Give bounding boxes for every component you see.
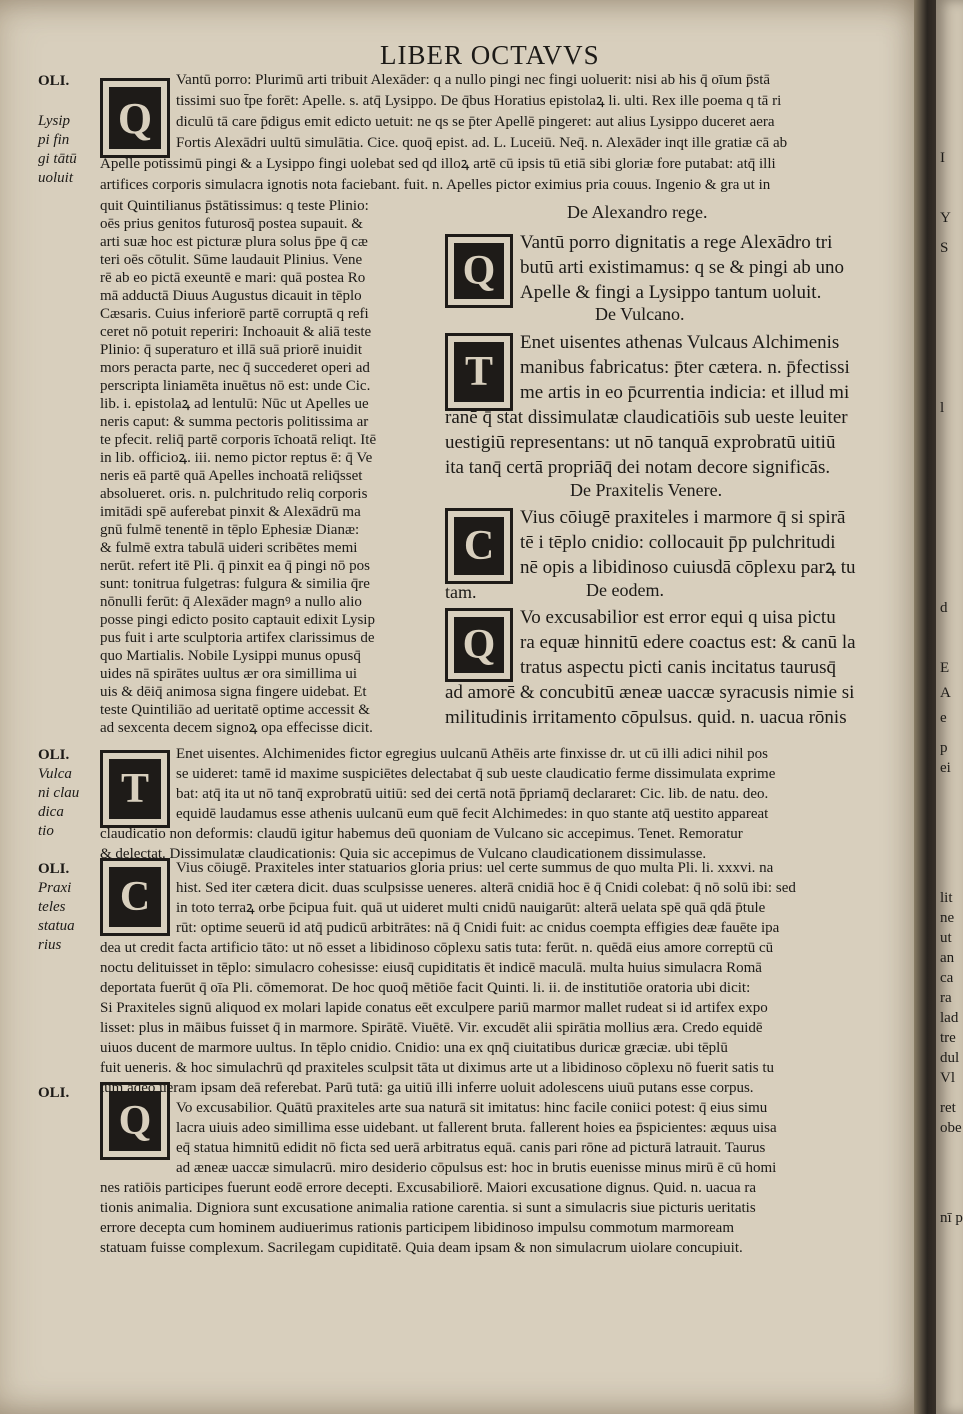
margin-note-tag: OLI. — [38, 747, 70, 763]
text-line: noctu delituisset in tēplo: simulacro cohesisse: eiusq̄ cupiditatis ēt indicē maculā. multa huius simulacra Romā — [100, 960, 762, 976]
text-line: oēs prius genitos futurosq̄ postea supauit. & — [100, 216, 363, 232]
facing-fragment: obe — [940, 1120, 962, 1136]
facing-fragment: S — [940, 240, 949, 256]
text-line: Enet uisentes. Alchimenides fictor egregius uulcanū Athēis arte finxisse dr. ut cū illi adici nihil pos — [176, 746, 768, 762]
text-line: perscripta liniamēta inuētus nō est: unde Cic. — [100, 378, 371, 394]
margin-note-line: teles — [38, 899, 66, 915]
text-line: tratus aspectu picti canis incitatus taurusq̄ — [520, 657, 837, 678]
text-line: rē ab eo pictā exeuntē e mari: quā postea Ro — [100, 270, 366, 286]
text-line: artifices corporis simulacra ignotis nota faciebant. fuit. n. Apelles pictor eximius pria couus. Ingenio & gra ut in — [100, 177, 771, 193]
running-header: LIBER OCTAVVS — [380, 40, 600, 70]
text-line: absolueret. oris. n. pulchritudo reliq corporis — [100, 486, 368, 502]
margin-note-line: uoluit — [38, 170, 74, 186]
facing-fragment: p — [940, 740, 948, 756]
text-line: te pfecit. reliq̄ partē corporis īchoatā reliqt. Itē — [100, 432, 377, 448]
text-line: lib. i. epistolaꝝ ad lentulū: Nūc ut Apelles ue — [100, 396, 369, 412]
text-line: Vantū porro dignitatis a rege Alexādro tri — [520, 232, 833, 253]
text-line: ad sexcenta decem signoꝝ opa effecisse dicit. — [100, 720, 373, 736]
decorated-initial-t-1 — [445, 333, 513, 411]
text-line: teste Quintiliāo ad ueritatē optime accessit & — [100, 702, 370, 718]
text-line: bat: atq̄ ita ut nō tanq̄ exprobratū uitiū: sed dei certā notā p̄priamq̄ declararet: Cic. lib. de natu. deo. — [176, 786, 769, 802]
facing-fragment: ut — [940, 930, 952, 946]
text-line: nes ratiōis participes fuerunt eodē errore decepti. Excusabiliorē. Maiori excusatione dignus. Quid. n. uacua ra — [100, 1180, 757, 1196]
text-line: nōnulli ferūt: q̄ Alexāder magnꝰ a nullo alio — [100, 594, 362, 610]
margin-note-tag: OLI. — [38, 1085, 70, 1101]
facing-fragment: E — [940, 660, 950, 676]
text-line: neris eā partē quā Apelles inchoatā reliq̄sset — [100, 468, 363, 484]
text-line: lisset: plus in māibus fuisset q̄ in marmore. Spirātē. Viuētē. Vir. excudēt alii spirātia mollius æra. Credo equidē — [100, 1020, 763, 1036]
text-line: hist. Sed iter cætera dicit. duas sculpsisse ueneres. alterā cnidiā hoc ē q̄ Cnidi colebat: q̄ nō solū ibi: sed — [176, 880, 796, 896]
margin-note-line: Praxi — [38, 880, 72, 896]
text-line: Vo excusabilior est error equi q uisa pictu — [520, 607, 836, 628]
text-line: Vius cōiugē praxiteles i marmore q̄ si spirā — [520, 507, 846, 528]
margin-note-line: rius — [38, 937, 62, 953]
text-line: pus fuit i arte sculptoria artifex clarissimus de — [100, 630, 375, 646]
text-line: nerūt. refert itē Pli. q̄ pinxit ea q̄ pingi nō pos — [100, 558, 370, 574]
text-line: sunt: tonitrua fulgetras: fulgura & similia q̄re — [100, 576, 370, 592]
text-line: neris caput: & summa pectoris politissima ar — [100, 414, 369, 430]
facing-fragment: Vl — [940, 1070, 955, 1086]
text-line: posse pingi edicto posito captauit edixit Lysip — [100, 612, 375, 628]
margin-note-line: Vulca — [38, 766, 72, 782]
text-line: Apelle potissimū pingi & a Lysippo fingi uolebat sed qd illoꝝ artē cū ipsis tū etiā sibi gloriæ fore putabat: atq̄ illi — [100, 156, 776, 172]
text-line: errore decepta cum hominem audiuerimus rationis participem libidinoso impulsu commotum marmoream — [100, 1220, 735, 1236]
text-line: quo Martialis. Nobile Lysippi munus opusq̄ — [100, 648, 361, 664]
text-line: & fulmē extra tabulā uideri scribētes memi — [100, 540, 358, 556]
margin-note-line: statua — [38, 918, 75, 934]
facing-fragment: l — [940, 400, 945, 416]
text-line: diculū tā care p̄digus emit edicto uetuit: ne qs se p̄ter Apellē pingeret: aut alius Lysippo duceret aera — [176, 114, 775, 130]
text-line: fuit ueneris. & hoc simulachrū qd praxiteles sculpsit tāta ut diximus arte ut a libidinoso cōplexu nō fuerit satis tu — [100, 1060, 775, 1076]
text-line: Fortis Alexādri uultū simulātia. Cice. quoq̄ epist. ad. L. Luceiū. Neq̄. n. Alexāder inqt ille gratiæ cā ab — [176, 135, 788, 151]
facing-fragment: d — [940, 600, 948, 616]
margin-note-tag: OLI. — [38, 73, 70, 89]
facing-page-edge — [936, 0, 963, 1414]
facing-fragment: nī p — [940, 1210, 963, 1226]
facing-fragment: e — [940, 710, 947, 726]
text-line: Vius cōiugē. Praxiteles inter statuarios gloria prius: uel certe summus de quo multa Pli. li. xxxvi. na — [176, 860, 774, 876]
decorated-initial-t-2 — [100, 750, 170, 828]
facing-fragment: Y — [940, 210, 951, 226]
text-line: gnū fulmē tenentē in tēplo Ephesiæ Dianæ: — [100, 522, 360, 538]
initial-letter: T — [109, 759, 161, 819]
facing-fragment: tre — [940, 1030, 956, 1046]
facing-fragment: A — [940, 685, 951, 701]
text-line: tissimi suo t̄pe forēt: Apelle. s. atq̄ Lysippo. De q̄bus Horatius epistolaꝝ li. ulti. Rex ille poema q tā ri — [176, 93, 782, 109]
text-line: uides nā spirātes uultus ær ora simillima ui — [100, 666, 358, 682]
text-line: Apelle & fingi a Lysippo tantum uoluit. — [520, 282, 822, 303]
text-line: militudinis irritamento cōpulsus. quid. n. uacua rōnis — [445, 707, 847, 728]
section-title-vulcan: De Vulcano. — [595, 304, 685, 324]
facing-fragment: I — [940, 150, 945, 166]
text-line: mā adductā Diuus Augustus dicauit in tēplo — [100, 288, 362, 304]
text-line: ad amorē & concubitū æneæ uaccæ syracusis nimie si — [445, 682, 855, 703]
initial-letter: T — [454, 342, 504, 402]
section-title-de-eodem: De eodem. — [586, 580, 664, 600]
text-line: & delectat. Dissimulatæ claudicationis: Quia sic accepimus de Vulcano claudicationem dissimulasse. — [100, 846, 707, 862]
text-line: ita tanq̄ certā propriāq̄ dei notam decore significās. — [445, 457, 831, 478]
text-line: tē i tēplo cnidio: collocauit p̄p pulchritudi — [520, 532, 836, 553]
text-line: me artis in eo p̄currentia indicia: et illud mi — [520, 382, 850, 403]
text-line: ranē q̄ stat dissimulatæ claudicatiōis sub ueste leuiter — [445, 407, 848, 428]
initial-letter: Q — [109, 87, 161, 149]
text-line: uis & dēiq̄ animosa signa fingere uidebat. Et — [100, 684, 367, 700]
text-line: Vo excusabilior. Quātū praxiteles arte sua naturā sit imitatus: hinc facile coniici potest: q̄ eius simu — [176, 1100, 768, 1116]
text-line: equidē laudamus esse athenis uulcanū eum quē fecit Alchimedes: in quo stante atq̄ uestito appareat — [176, 806, 769, 822]
facing-fragment: ne — [940, 910, 955, 926]
text-line: tionis animalia. Digniora sunt excusatione animalia ratione carentia. si sunt a simulacris siue picturis ueritatis — [100, 1200, 756, 1216]
text-line: manibus fabricatus: p̄ter cætera. n. p̄fectissi — [520, 357, 850, 378]
text-line: in toto terraꝝ orbe p̄cipua fuit. quā ut uideret multi cnidū nauigarūt: alterā uelata spē quā qdā p̄tule — [176, 900, 766, 916]
margin-note-vulcani — [38, 746, 79, 841]
margin-note-1 — [38, 72, 69, 91]
decorated-initial-q-3 — [445, 608, 513, 682]
text-line: ad æneæ uaccæ simulacrū. miro desiderio cōpulsus est: hoc in brutis euenisse minus mirū ē cū homi — [176, 1160, 777, 1176]
margin-note-line: ni clau — [38, 785, 80, 801]
text-line: Enet uisentes athenas Vulcaus Alchimenis — [520, 332, 840, 353]
text-line: uiuos ducent de marmore uultus. In tēplo cnidio. Cnidio: una ex qnq̄ ciuitatibus duricæ græciæ. ubi tēplū — [100, 1040, 728, 1056]
text-line: ceret nō potuit reperiri: Inchoauit & aliā teste — [100, 324, 372, 340]
text-line: tam. — [445, 582, 477, 602]
text-line: teri oēs cōtulit. Sūme laudauit Plinius. Vene — [100, 252, 363, 268]
initial-letter: Q — [454, 617, 504, 673]
text-line: Si Praxiteles signū aliquod ex molari lapide conatus eēt exculpere pariū marmor mallet rudeat si id artifex expo — [100, 1000, 768, 1016]
facing-fragment: ret — [940, 1100, 956, 1116]
facing-fragment: ei — [940, 760, 951, 776]
facing-fragment: lit — [940, 890, 953, 906]
initial-letter: Q — [454, 243, 504, 299]
text-line: se uideret: tamē id maxime suspiciētes delectabat q̄ sub ueste claudicatio ferme dissimulata exprime — [176, 766, 776, 782]
text-line: tum adeo ueram ipsam deā referebat. Parū tutā: ga uitiū illi inferre uoluit adolescens uiuū putans esse corpus. — [100, 1080, 754, 1096]
text-line: claudicatio non deformis: claudū igitur habemus deū quoniam de Vulcano sic accepimus. Tenet. Remoratur — [100, 826, 743, 842]
text-line: in lib. officioꝝ. iii. nemo pictor reptus ē: q̄ Ve — [100, 450, 373, 466]
text-line: nē opis a libidinoso cuiusdā cōplexu parꝝ tu — [520, 557, 856, 578]
margin-note-line: pi fin — [38, 132, 70, 148]
decorated-initial-c-2 — [100, 858, 170, 936]
text-line: Vantū porro: Plurimū arti tribuit Alexāder: q a nullo pingi nec fingi uoluerit: nisi ab his q̄ oīum p̄stā — [176, 72, 771, 88]
margin-note-line: dica — [38, 804, 64, 820]
book-gutter — [914, 0, 938, 1414]
text-line: deportata fuerūt q̄ oīa Pli. cōmemorat. De hoc quoq̄ mētiōe facit Quinti. li. ii. de institutiōe oratoria ubi dicit: — [100, 980, 751, 996]
text-line: arti suæ hoc est picturæ plura solus p̄pe q̄ cæ — [100, 234, 368, 250]
margin-note-line: tio — [38, 823, 54, 839]
text-line: mors peracta parte, nec q̄ succederet operi ad — [100, 360, 370, 376]
decorated-initial-c-1 — [445, 508, 513, 584]
facing-fragment: ra — [940, 990, 952, 1006]
decorated-initial-q-1 — [100, 78, 170, 158]
facing-fragment: an — [940, 950, 955, 966]
text-line: dea ut credit facta artificio tāto: ut nō esset a libidinoso cōplexu satis tuta: ferūt. n. quēdā eius amore correptū cū — [100, 940, 774, 956]
facing-fragment: ca — [940, 970, 954, 986]
text-line: rūt: optime seuerū id atq̄ pudicū arbitrātes: nā q̄ Cnidi fuit: ac cnidus coempta effigies deæ fauēte ipa — [176, 920, 780, 936]
text-line: butū arti existimamus: q se & pingi ab uno — [520, 257, 845, 278]
section-title-alexander: De Alexandro rege. — [567, 202, 708, 222]
text-line: quit Quintilianus p̄stātissimus: q teste Plinio: — [100, 198, 369, 214]
margin-note-5 — [38, 1084, 69, 1103]
initial-letter: C — [109, 867, 161, 927]
facing-fragment: lad — [940, 1010, 959, 1026]
margin-note-praxiteles — [38, 860, 75, 955]
text-line: lacra uiuis adeo simillima esse uidebant. ut fallerent bruta. fallerent hoies ea p̄spicientes: æquus uisa — [176, 1120, 777, 1136]
margin-note-line: Lysip — [38, 113, 71, 129]
facing-fragment: dul — [940, 1050, 960, 1066]
section-title-praxiteles-venus: De Praxitelis Venere. — [570, 480, 723, 500]
text-line: eq̄ statua himnitū edidit nō ficta sed uerā arbitratus equā. canis pari rōne ad picturā latrauit. Taurus — [176, 1140, 766, 1156]
margin-note-tag: OLI. — [38, 861, 70, 877]
text-line: statuam fuisse complexum. Sacrilegam cupiditatē. Quia deam ipsam & non simulacrum uiolare concupiuit. — [100, 1240, 743, 1256]
margin-note-line: gi tātū — [38, 151, 77, 167]
margin-note-lysippi — [38, 112, 77, 188]
text-line: imitādi spē auferebat pinxit & Alexādrū ma — [100, 504, 361, 520]
text-line: Plinio: q̄ superaturo et illā suā priorē inuidit — [100, 342, 363, 358]
text-line: Cæsaris. Cuius inferiorē partē corruptā q refi — [100, 306, 369, 322]
decorated-initial-q-2 — [445, 234, 513, 308]
text-line: uestigiū representans: ut nō tanquā exprobratū uitiū — [445, 432, 836, 453]
initial-letter: C — [454, 517, 504, 575]
text-line: ra equæ hinnitū edere coactus est: & canū la — [520, 632, 856, 653]
initial-letter: Q — [109, 1091, 161, 1151]
